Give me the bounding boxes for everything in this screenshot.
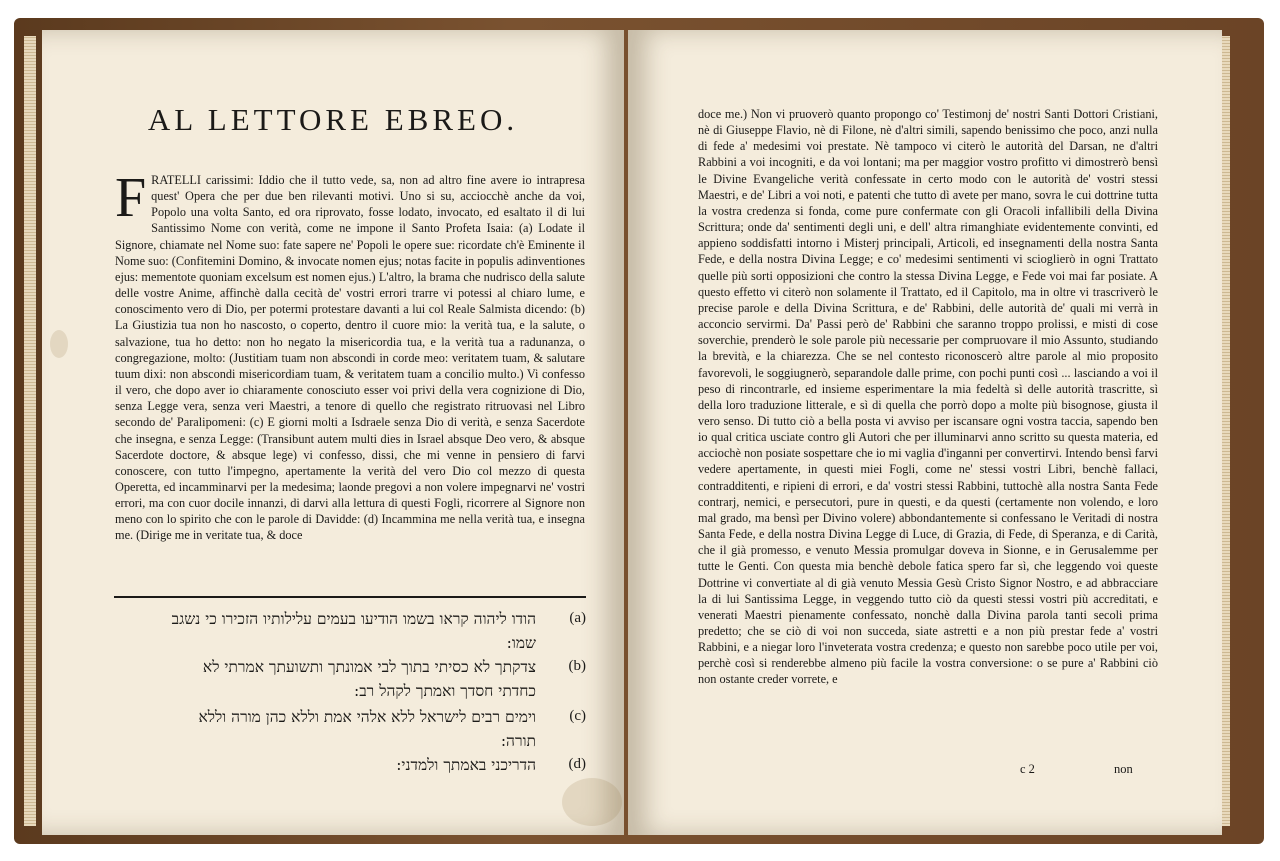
footnote-hebrew-continued: שמו: <box>506 634 536 652</box>
drop-cap: F <box>115 167 147 229</box>
footnote-hebrew: צדקתך לא כסיתי בתוך לבי אמונתך ותשועתך אמרתי לא <box>202 658 536 676</box>
page-title: AL LETTORE EBREO. <box>147 102 519 137</box>
footnote-hebrew-continued: תורה: <box>500 732 536 750</box>
signature-mark: c 2 <box>1020 762 1035 776</box>
footnote-label: (d) <box>568 756 586 772</box>
footnote-divider <box>114 596 586 598</box>
footnote-hebrew: הדריכני באמתך ולמדני: <box>396 756 536 774</box>
left-page <box>42 30 624 835</box>
footnote-hebrew-continued: כחדתי חסדך ואמתך לקהל רב: <box>353 682 536 700</box>
right-page-body-text: doce me.) Non vi pruoverò quanto propongo co' Testimonj de' nostri Santi Dottori Cristiani, nè di Giuseppe Flavio, nè di Filone, nè d'altri simili, sapendo benissimo che poco, anzi nulla di fede a' medesimi voi prestate. Nè tampoco vi citerò le autorità del Darsan, ne d'altri Rabbini a voi incogniti, e da voi lontani; ma per maggior vostro profitto vi dimostrerò bensì le Divine Evangeliche verità confessate in certo modo con le autorità de' vostri stessi Maestri, e de' Libri a voi noti, e patenti che tutto dì avete per mano, sovra le cui dottrine tutta la vostra credenza si fonda, come pure confermate con gli Oracoli infallibili della Divina Scrittura; onde da' sentimenti degli uni, e dell' altra rimanghiate evidentemente convinti, ed appieno soddisfatti intorno i Misterj principali, Articoli, ed insegnamenti della nostra Santa Fede, e della nostra Divina Legge; e co' medesimi sentimenti vi scioglierò in ogni Trattato quelle più sorti opposizioni che contro la stessa Divina Legge, e Fede voi mai far posiate. A questo effetto vi citerò non solamente il Trattato, ed il Capitolo, ma in oltre vi trascriverò le precise parole e della Divina Scrittura, e de' Rabbini, delle autorità de' quali mi verrà in acconcio servirmi. Da' Passi però de' Rabbini che saranno troppo prolissi, e misti di cose soverchie, prenderò le sole parole più necessarie per compruovare il mio Assunto, studiando la brevità, e la chiarezza. Che se nel contesto riconoscerò altre parole al mio proposito favorevoli, le soggiugnerò, separandole dalle prime, con pochi punti così ... lasciando a voi il peso di rincontrarle, ed insieme esperimentare la mia fedeltà sì delle autorità trascritte, sì della loro traduzione litterale, e sì di quella che porrò dopo a molte più bisognose, giusta il vero senso. Di tutto ciò a bella posta vi avviso per iscansare ogni vostra taccia, sapendo ben io qual critica usciate contro gli Autori che per illuminarvi anno scritto su questa materia, ed acciochè non posiate sospettare che io mi vaglia d'inganni per convertirvi. Intendo bensì farvi vedere apertamente, in questi miei Fogli, come ne' stessi vostri Libri, benchè fallaci, contradditenti, e ripieni di errori, e da' vostri stessi Rabbini, tuttochè alla nostra Santa Fede contrarj, nemici, e persecutori, pure in questi, e da questi (certamente non volendo, e loro mal grado, ma bensì per Divino volere) abbondantemente si confessano le Veritadi di nostra Santa Fede, e della nostra Divina Legge di Luce, di Grazia, di Fede, di Speranza, e di Carità, che il già promesso, e venuto Messia promulgar doveva in Sionne, e in Gerusalemme per tutte le Genti. Con questa mia benchè debole fatica spero far sì, che leggendo voi queste Dottrine vi convertiate al di già venuto Messia Gesù Cristo Signor Nostro, e ad abbracciare la di lui Santissima Legge, in veggendo tutto ciò da questi stessi vostri più accreditati, e venerati Maestri pienamente confessato, nonchè dalla Divina parola tanti secoli prima predetto; che se ciò di voi non succeda, siate astretti e a non più prestar fede a' vostri Rabbini, e a niegar loro l'inveterata vostra credenza; e questo non sarebbe poco utile per voi, perchè così si renderebbe almeno più facile la vostra conversione: o se pure a' Rabbini ciò non ostante creder vorrete, e <box>698 107 1158 687</box>
left-page-body-text <box>115 167 585 544</box>
page-edges-left <box>24 36 36 826</box>
footnote-hebrew: הודו ליהוה קראו בשמו הודיעו בעמים עלילותיו הזכירו כי נשגב <box>171 610 536 628</box>
footnote-label: (a) <box>569 610 586 626</box>
footnote-label: (c) <box>569 708 586 724</box>
right-page <box>628 30 1222 835</box>
left-page-paragraph: RATELLI carissimi: Iddio che il tutto vede, sa, non ad altro fine avere io intrapresa quest' Opera che per due ben rilevanti motivi. Uno si su, acciocchè anche da voi, Popolo una volta Santo, ed ora riprovato, fosse lodato, invocato, ed esaltato il di lui Santissimo Nome con verità, come ne impone il Santo Profeta Isaia: (a) Lodate il Signore, chiamate nel Nome suo: fate sapere ne' Popoli le opere sue: ricordate ch'è Eminente il Nome suo: (Confitemini Domino, & invocate nomen ejus; notas facite in populis adinventiones ejus: mementote quoniam excelsum est nomen ejus.) L'altro, la brama che nudrisco della salute delle vostre Anime, affinchè dalla cecità de' vostri errori trarre vi potessi al chiaro lume, e conoscimento vero di Dio, per potermi protestare davanti a lui col Reale Salmista dicendo: (b) La Giustizia tua non ho nascosto, o coperto, dentro il cuore mio: la verità tua, e la salute, o salvazione, tua ho detto: non ho negato la misericordia tua, e la verità tua a radunanza, o congregazione, molto: (Justitiam tuam non abscondi in corde meo: veritatem tuam, & salutare tuum dixi: non abscondi misericordiam tuam, & veritatem tuam a concilio multo.) Vi confesso il vero, che dopo aver io chiaramente conosciuto esser voi privi della vera cognizione di Dio, senza Legge vera, senza veri Maestri, a tenore di quello che registrato ritruovasi nel Libro secondo de' Paralipomeni: (c) E giorni molti a Isdraele senza Dio di verità, e senza Sacerdote che insegna, e senza Legge: (Transibunt autem multi dies in Israel absque Deo vero, & absque Sacerdote doctore, & absque lege) vi confesso, dissi, che mi venne in pensiero di farvi conoscere, con tutto l'impegno, apertamente la verità del vero Dio col mezzo di questa Operetta, ed incamminarvi per la medesima; laonde pregovi a non volere impegnarvi ne' vostri errori, ma con cuor docile innanzi, di darvi alla lettura di questi Fogli, ricorrere al Signore non meno con lo spirito che con le parole di Davidde: (d) Incammina me nella verità tua, e insegna me. (Dirige me in veritate tua, & doce <box>115 173 585 543</box>
foxing-stain <box>562 778 622 826</box>
foxing-stain <box>50 330 68 358</box>
catchword: non <box>1114 762 1133 776</box>
footnote-label: (b) <box>568 658 586 674</box>
footnote-hebrew: וימים רבים לישראל ללא אלהי אמת וללא כהן מורה וללא <box>198 708 536 726</box>
